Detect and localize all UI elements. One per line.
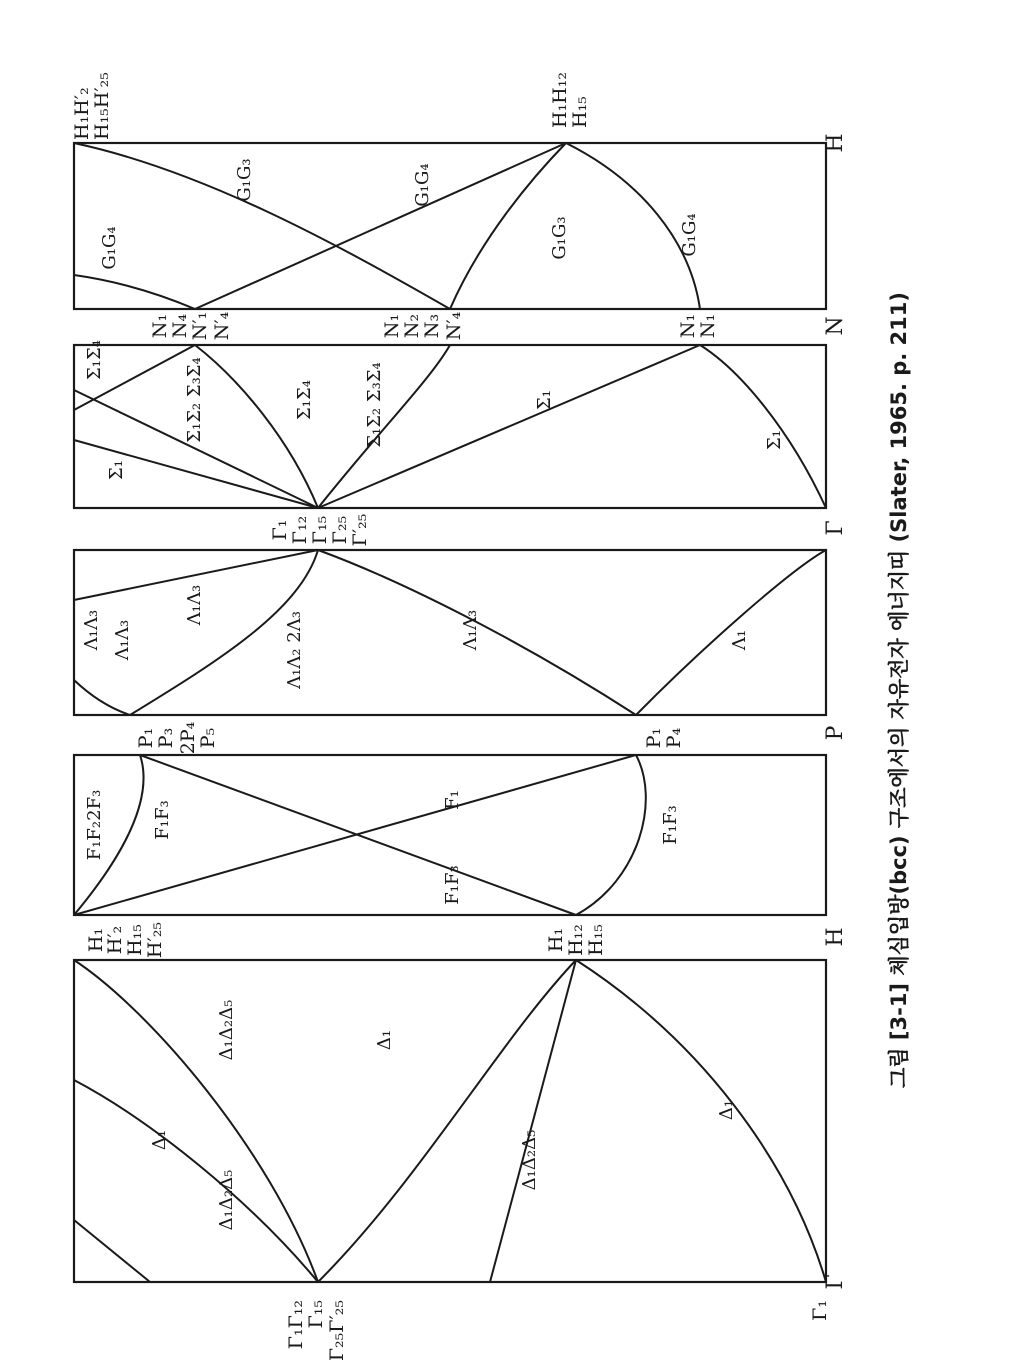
axis-h-2: H	[823, 133, 848, 153]
n-mid-label-1: N₁	[381, 313, 403, 339]
band-g1g3-a: G₁G₃	[549, 216, 570, 260]
band-f1f3-b: F₁F₃	[442, 865, 463, 905]
n-top-label-1: N₁	[149, 313, 171, 339]
band-g1g4-low: G₁G₄	[679, 213, 700, 257]
curve-delta-line3	[74, 1080, 318, 1282]
curve-f-cross-2	[140, 755, 576, 915]
curve-g-cross	[74, 143, 450, 309]
band-sigma-1234-b: Σ₁Σ₂ Σ₃Σ₄	[184, 357, 205, 443]
band-f1f3-c: F₁F₃	[152, 800, 173, 840]
gamma-top-label-1: Γ₁Γ₁₂	[285, 1300, 307, 1350]
h-right-mid-label-1: H₁H₁₂	[549, 72, 571, 128]
axis-p: P	[823, 725, 848, 741]
h-mid-label-3: H₁₅	[585, 924, 607, 956]
gamma-mid-label-1: Γ₁	[269, 519, 291, 541]
n-mid-label-2: N₂	[401, 313, 423, 339]
band-lambda-1-low: Λ₁	[729, 629, 750, 651]
band-delta-125-upper: Δ₁Δ₂Δ₅	[216, 999, 237, 1061]
band-lambda-13-top: Λ₁Λ₃	[184, 584, 205, 626]
gamma-mid-label-3: Γ₁₅	[309, 515, 331, 545]
band-g1g4-top: G₁G₄	[99, 226, 120, 270]
band-delta-1-mid: Δ₁	[374, 1029, 395, 1051]
curve-delta-diag	[490, 960, 576, 1282]
band-g1g3-b: G₁G₃	[234, 158, 255, 202]
h-right-mid-label-2: H₁₅	[569, 96, 591, 128]
band-sigma-14-top: Σ₁Σ₄	[84, 340, 105, 380]
gamma-top-label-3: Γ₂₅Γ′₂₅	[326, 1300, 348, 1360]
band-lambda-13-t1: Λ₁Λ₃	[81, 609, 102, 651]
gamma-mid-label-4: Γ₂₅	[329, 515, 351, 545]
band-delta-1-upper: Δ₁	[149, 1129, 170, 1151]
panel-p-gamma	[74, 550, 826, 715]
band-sigma-1-top: Σ₁	[106, 460, 127, 480]
axis-gamma-1: Γ	[823, 1274, 848, 1290]
band-f1f2f3: F₁F₂2F₃	[84, 789, 105, 861]
p-top-label-4: P₅	[197, 727, 219, 749]
figure-caption: 그림 [3-1] 체심입방(bcc) 구조에서의 자유전자 에너지띠 (Slater, 1965. p. 211)	[887, 292, 911, 1088]
gamma-mid-label-5: Γ′₂₅	[349, 513, 371, 547]
h-top-label-2: H′₂	[104, 925, 126, 955]
p-top-label-2: P₃	[155, 727, 177, 749]
h-top-label-3: H₁₅	[124, 924, 146, 956]
gamma-top-label-2: Γ₁₅	[305, 1300, 327, 1329]
h-top-label-1: H₁	[85, 927, 107, 953]
axis-n: N	[823, 316, 848, 336]
curve-lambda-t1	[74, 680, 130, 715]
n-low-label-2: N₁	[697, 313, 719, 339]
band-delta-125-top: Δ₁Δ₂Δ₅	[216, 1169, 237, 1231]
band-lambda-13-mid: Λ₁Λ₃	[460, 609, 481, 651]
n-mid-label-4: N′₄	[443, 311, 465, 341]
axis-h-1: H	[823, 927, 848, 947]
band-sigma-1234-a: Σ₁Σ₂ Σ₃Σ₄	[364, 362, 385, 448]
h-right-top-label-2: H₁₅H′₂₅	[91, 72, 113, 140]
band-sigma-1-low: Σ₁	[764, 430, 785, 450]
curve-delta-low	[576, 960, 826, 1282]
h-mid-label-1: H₁	[545, 927, 567, 953]
band-delta-1-low: Δ₁	[716, 1099, 737, 1121]
n-top-label-2: N₄	[169, 313, 191, 339]
curve-delta-top-b	[74, 1220, 150, 1282]
band-g1g4-mid: G₁G₄	[412, 163, 433, 207]
gamma-mid-label-2: Γ₁₂	[289, 515, 311, 545]
h-top-label-4: H′₂₅	[144, 921, 166, 959]
curve-delta-top-a	[74, 960, 318, 1282]
p-mid-label-2: P₄	[663, 727, 685, 749]
band-sigma-1-mid: Σ₁	[534, 390, 555, 410]
h-mid-label-2: H₁₂	[565, 924, 587, 956]
curve-g-top	[74, 275, 195, 309]
h-right-top-label-1: H₁H′₂	[71, 87, 93, 140]
n-top-label-3: N′₁	[189, 311, 211, 341]
p-top-label-3: 2P₄	[177, 721, 199, 755]
curve-sigma-b	[195, 345, 318, 508]
band-f1: F₁	[442, 790, 463, 810]
n-low-label-1: N₁	[677, 313, 699, 339]
curve-f-arc-low	[576, 755, 646, 915]
p-top-label-1: P₁	[135, 727, 157, 749]
band-delta-125-mid: Δ₁Δ₂Δ₅	[519, 1129, 540, 1191]
curve-sigma-low	[700, 345, 826, 508]
band-f1f3-a: F₁F₃	[660, 805, 681, 845]
gamma-bottom-label: Γ₁	[809, 1300, 831, 1321]
n-top-label-4: N′₄	[211, 311, 233, 341]
band-lambda-12-3: Λ₁Λ₂ 2Λ₃	[284, 611, 305, 689]
p-mid-label-1: P₁	[643, 727, 665, 749]
panel-n-h	[74, 143, 826, 309]
band-lambda-13-t2: Λ₁Λ₃	[112, 619, 133, 661]
axis-gamma-2: Γ	[823, 520, 848, 536]
n-mid-label-3: N₃	[421, 313, 443, 339]
band-sigma-14: Σ₁Σ₄	[294, 380, 315, 420]
